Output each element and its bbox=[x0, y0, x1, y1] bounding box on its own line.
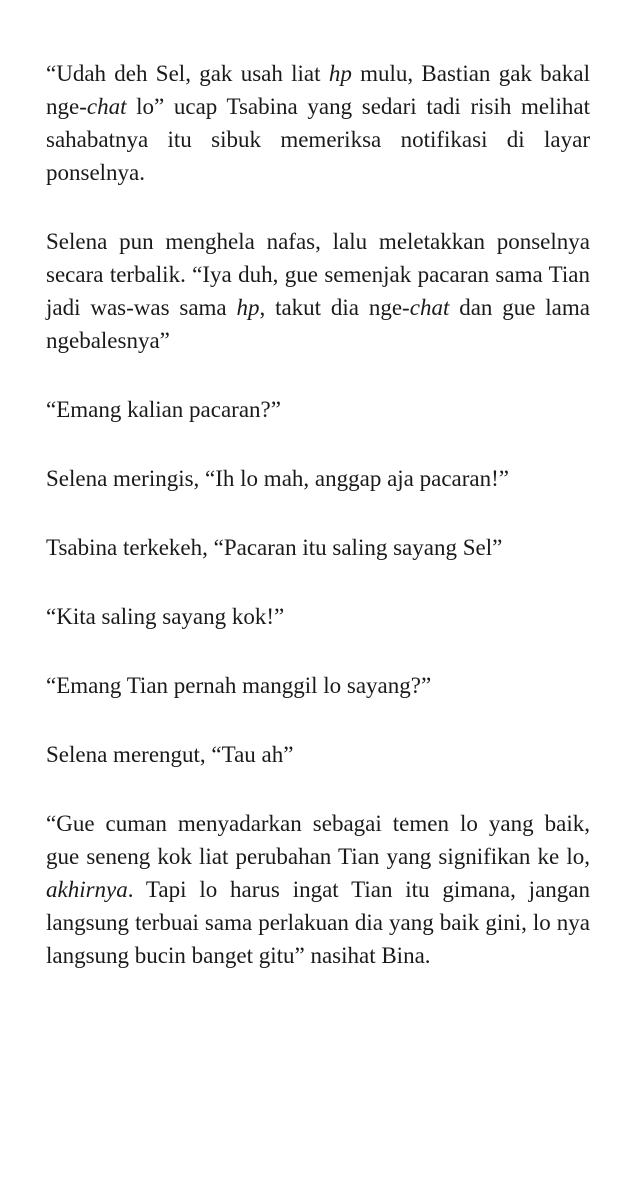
paragraph bbox=[46, 531, 590, 564]
text-run: “Emang Tian pernah manggil lo sayang?” bbox=[46, 673, 432, 698]
paragraph bbox=[46, 738, 590, 771]
paragraph bbox=[46, 600, 590, 633]
italic-text: chat bbox=[86, 94, 127, 119]
text-run: “Gue cuman menyadarkan sebagai temen lo yang baik, gue seneng kok liat perubahan Tian yang signifikan ke lo, bbox=[46, 811, 590, 869]
text-run: Selena meringis, “Ih lo mah, anggap aja pacaran!” bbox=[46, 466, 509, 491]
paragraph bbox=[46, 225, 590, 357]
text-run: , takut dia nge- bbox=[259, 295, 410, 320]
text-run: . Tapi lo harus ingat Tian itu gimana, jangan langsung terbuai sama perlakuan dia yang baik gini, lo nya langsung bucin banget gitu” nasihat Bina. bbox=[46, 877, 590, 968]
italic-text: akhirnya bbox=[46, 877, 128, 902]
paragraph bbox=[46, 669, 590, 702]
italic-text: hp bbox=[236, 295, 260, 320]
text-run: dan gue lama ngebalesnya” bbox=[46, 295, 590, 353]
italic-text: hp bbox=[328, 61, 352, 86]
text-run: “Kita saling sayang kok!” bbox=[46, 604, 285, 629]
italic-text: chat bbox=[409, 295, 450, 320]
text-run: Selena pun menghela nafas, lalu meletakkan ponselnya secara terbalik. “Iya duh, gue semenjak pacaran sama Tian jadi was-was sama bbox=[46, 229, 590, 320]
text-run: mulu, Bastian gak bakal nge- bbox=[46, 61, 590, 119]
story-text bbox=[46, 57, 590, 1008]
text-run: “Udah deh Sel, gak usah liat bbox=[46, 61, 329, 86]
text-run: Tsabina terkekeh, “Pacaran itu saling sayang Sel” bbox=[46, 535, 503, 560]
text-run: Selena merengut, “Tau ah” bbox=[46, 742, 294, 767]
text-run: “Emang kalian pacaran?” bbox=[46, 397, 281, 422]
paragraph bbox=[46, 807, 590, 972]
paragraph bbox=[46, 57, 590, 189]
paragraph bbox=[46, 462, 590, 495]
text-run: lo” ucap Tsabina yang sedari tadi risih melihat sahabatnya itu sibuk memeriksa notifikasi di layar ponselnya. bbox=[46, 94, 590, 185]
paragraph bbox=[46, 393, 590, 426]
